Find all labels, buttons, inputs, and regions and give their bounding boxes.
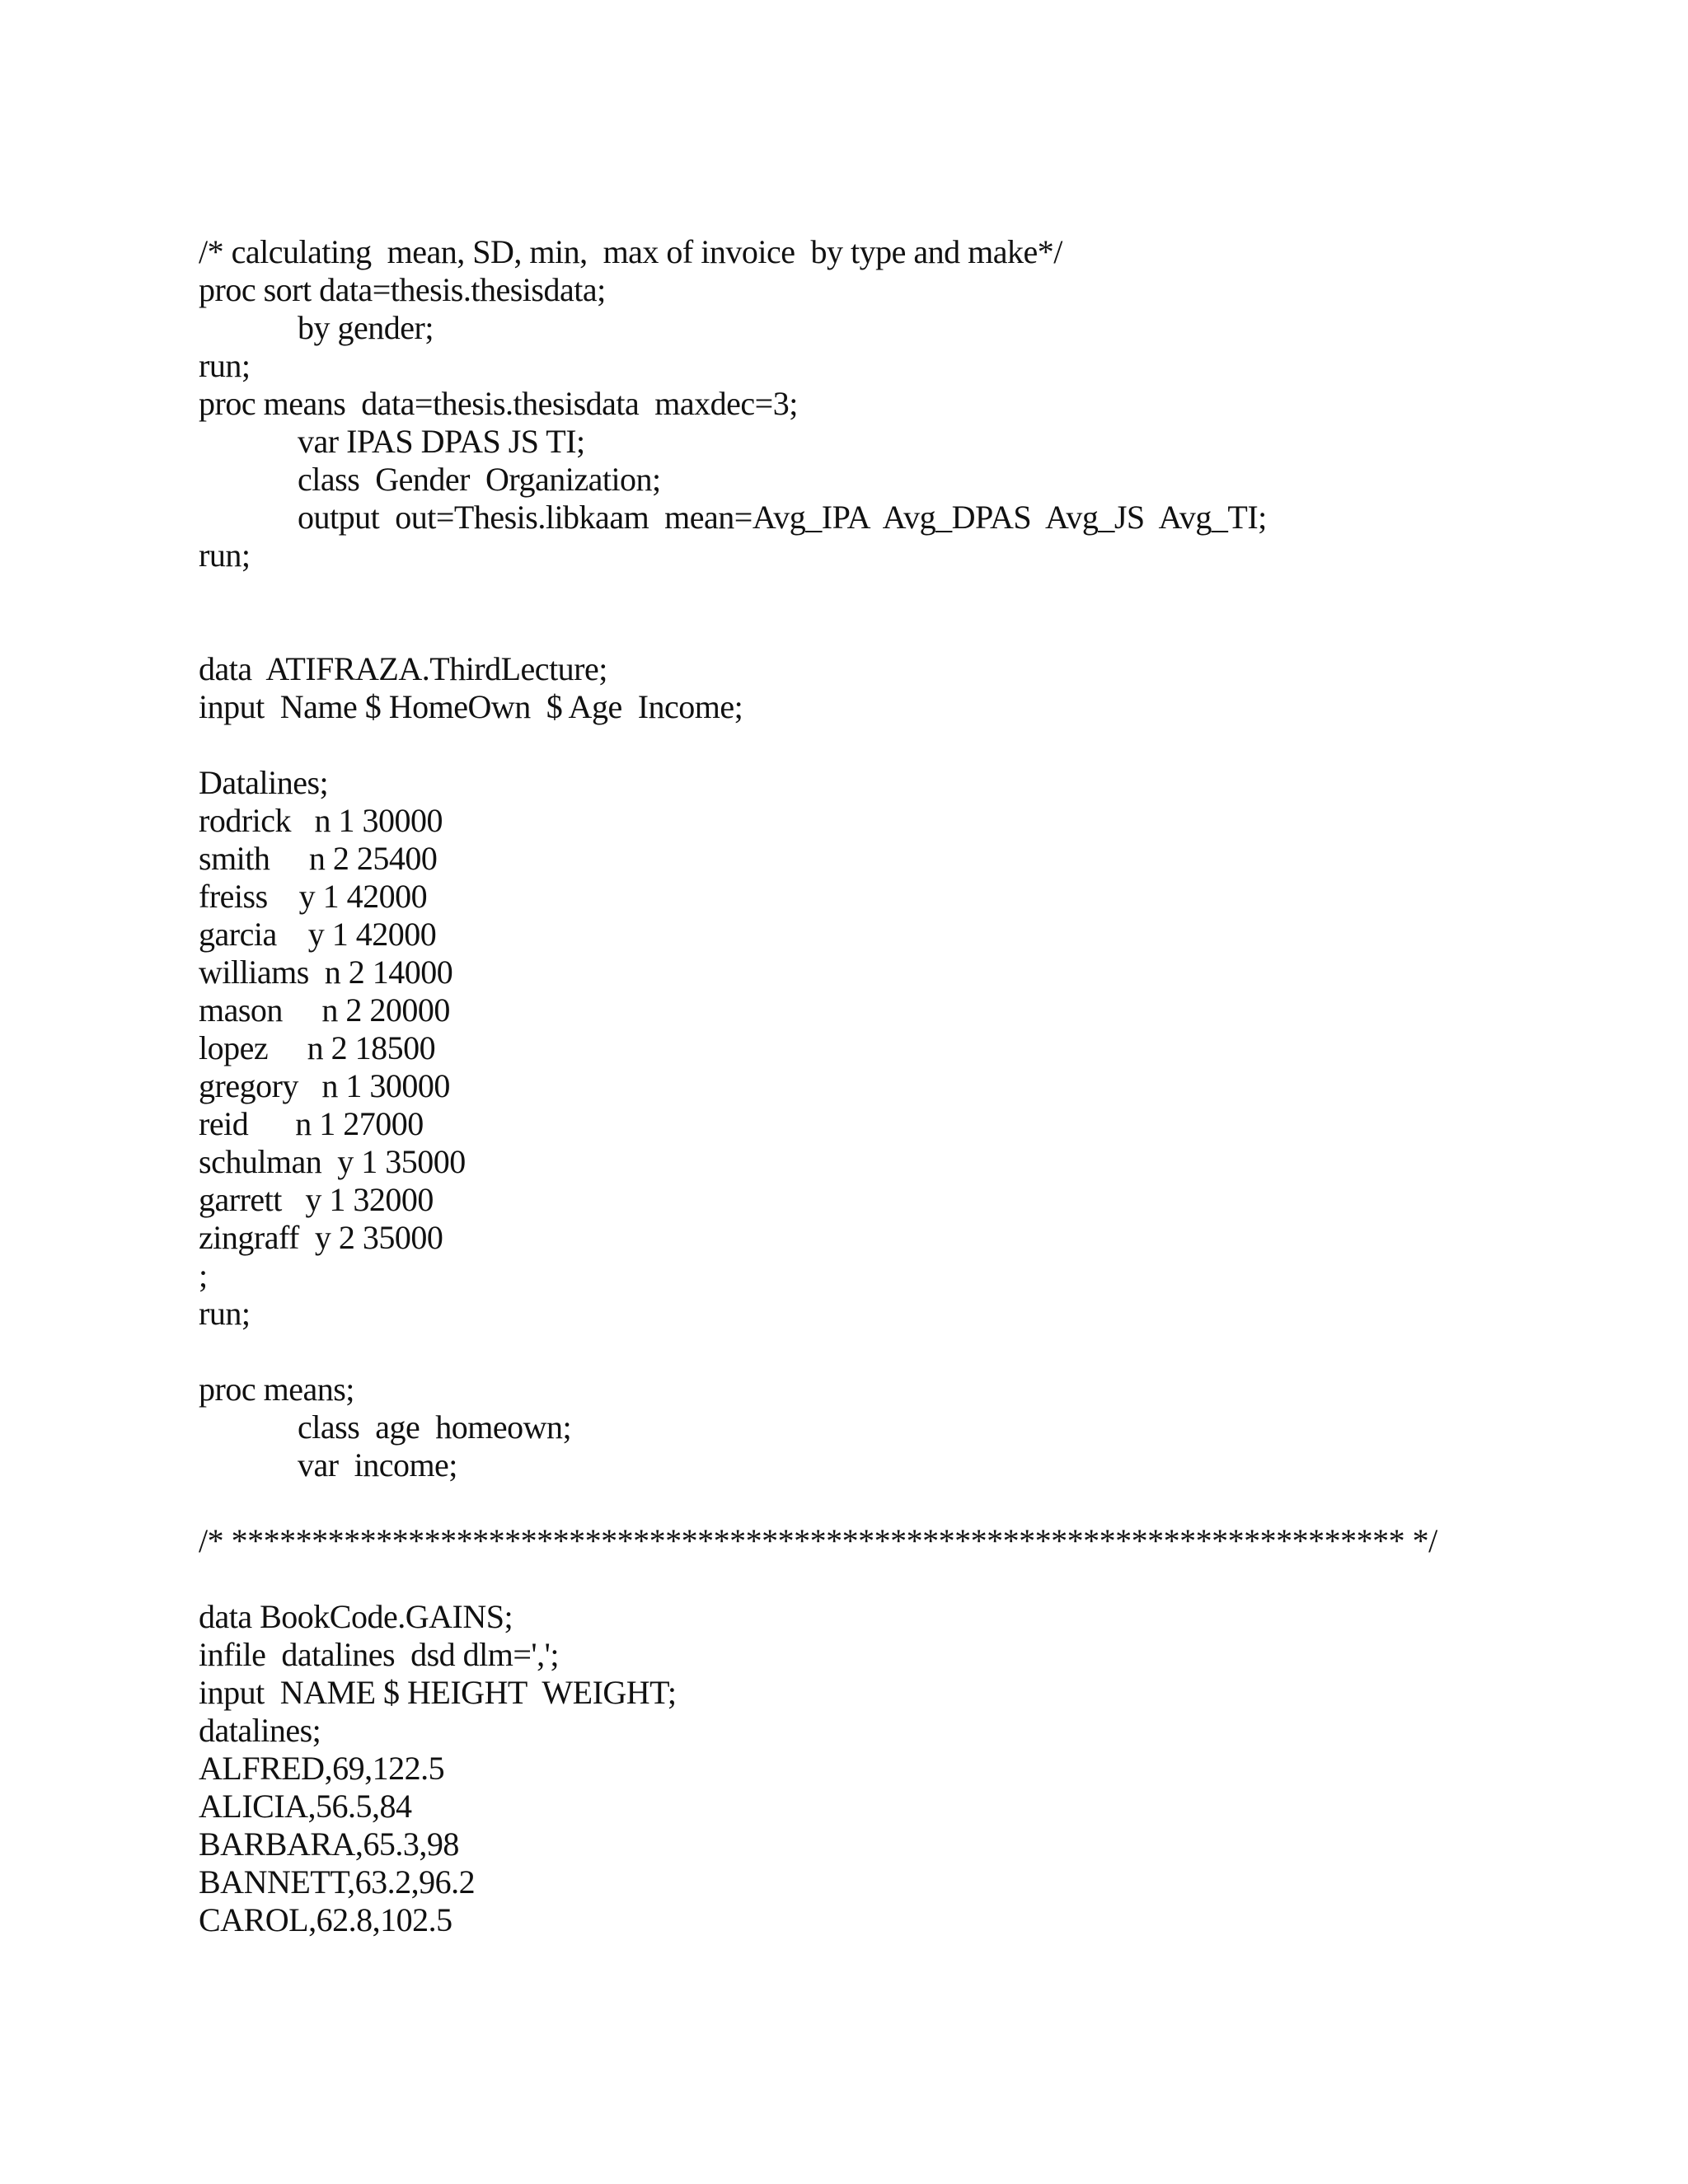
data-row: freiss y 1 42000	[199, 878, 428, 915]
blank-space	[199, 726, 1600, 764]
code-line: by gender;	[298, 309, 434, 346]
data-row: ALICIA,56.5,84	[199, 1788, 412, 1825]
code-line: output out=Thesis.libkaam mean=Avg_IPA Avg_DPAS Avg_JS Avg_TI;	[298, 499, 1267, 536]
data-row: lopez n 2 18500	[199, 1029, 436, 1066]
data-row: smith n 2 25400	[199, 840, 438, 877]
code-line: class Gender Organization;	[298, 461, 661, 498]
data-row: gregory n 1 30000	[199, 1067, 450, 1104]
blank-space	[199, 1560, 1600, 1598]
code-line: ;	[199, 1257, 208, 1294]
code-line: run;	[199, 537, 251, 574]
data-row: williams n 2 14000	[199, 954, 453, 991]
data-row: mason n 2 20000	[199, 991, 450, 1029]
code-line: input NAME $ HEIGHT WEIGHT;	[199, 1674, 677, 1711]
data-row: garcia y 1 42000	[199, 916, 437, 953]
separator-comment: /* ************************************************************************* */	[199, 1522, 1437, 1559]
code-line: proc means;	[199, 1371, 354, 1408]
code-line: datalines;	[199, 1712, 321, 1749]
code-line: run;	[199, 1295, 251, 1332]
code-line: class age homeown;	[298, 1408, 572, 1446]
code-line: proc means data=thesis.thesisdata maxdec=3;	[199, 385, 798, 422]
blank-space	[199, 1484, 1600, 1522]
code-line: var IPAS DPAS JS TI;	[298, 423, 585, 460]
blank-space	[199, 574, 1600, 650]
code-line: var income;	[298, 1446, 457, 1483]
code-line: Datalines;	[199, 764, 329, 801]
data-row: reid n 1 27000	[199, 1105, 424, 1142]
data-row: BANNETT,63.2,96.2	[199, 1863, 476, 1900]
data-row: zingraff y 2 35000	[199, 1219, 443, 1256]
data-row: garrett y 1 32000	[199, 1181, 434, 1218]
data-row: schulman y 1 35000	[199, 1143, 466, 1180]
sas-code-listing	[199, 233, 1600, 1939]
data-row: ALFRED,69,122.5	[199, 1750, 445, 1787]
data-row: rodrick n 1 30000	[199, 802, 443, 839]
code-line: infile datalines dsd dlm=',';	[199, 1636, 559, 1673]
data-row: CAROL,62.8,102.5	[199, 1901, 452, 1938]
code-comment: /* calculating mean, SD, min, max of invoice by type and make*/	[199, 233, 1062, 270]
data-row: BARBARA,65.3,98	[199, 1825, 459, 1863]
blank-space	[199, 1333, 1600, 1371]
code-line: data BookCode.GAINS;	[199, 1598, 513, 1635]
code-line: proc sort data=thesis.thesisdata;	[199, 271, 606, 308]
code-line: data ATIFRAZA.ThirdLecture;	[199, 650, 607, 687]
code-line: run;	[199, 347, 251, 384]
code-line: input Name $ HomeOwn $ Age Income;	[199, 688, 743, 725]
